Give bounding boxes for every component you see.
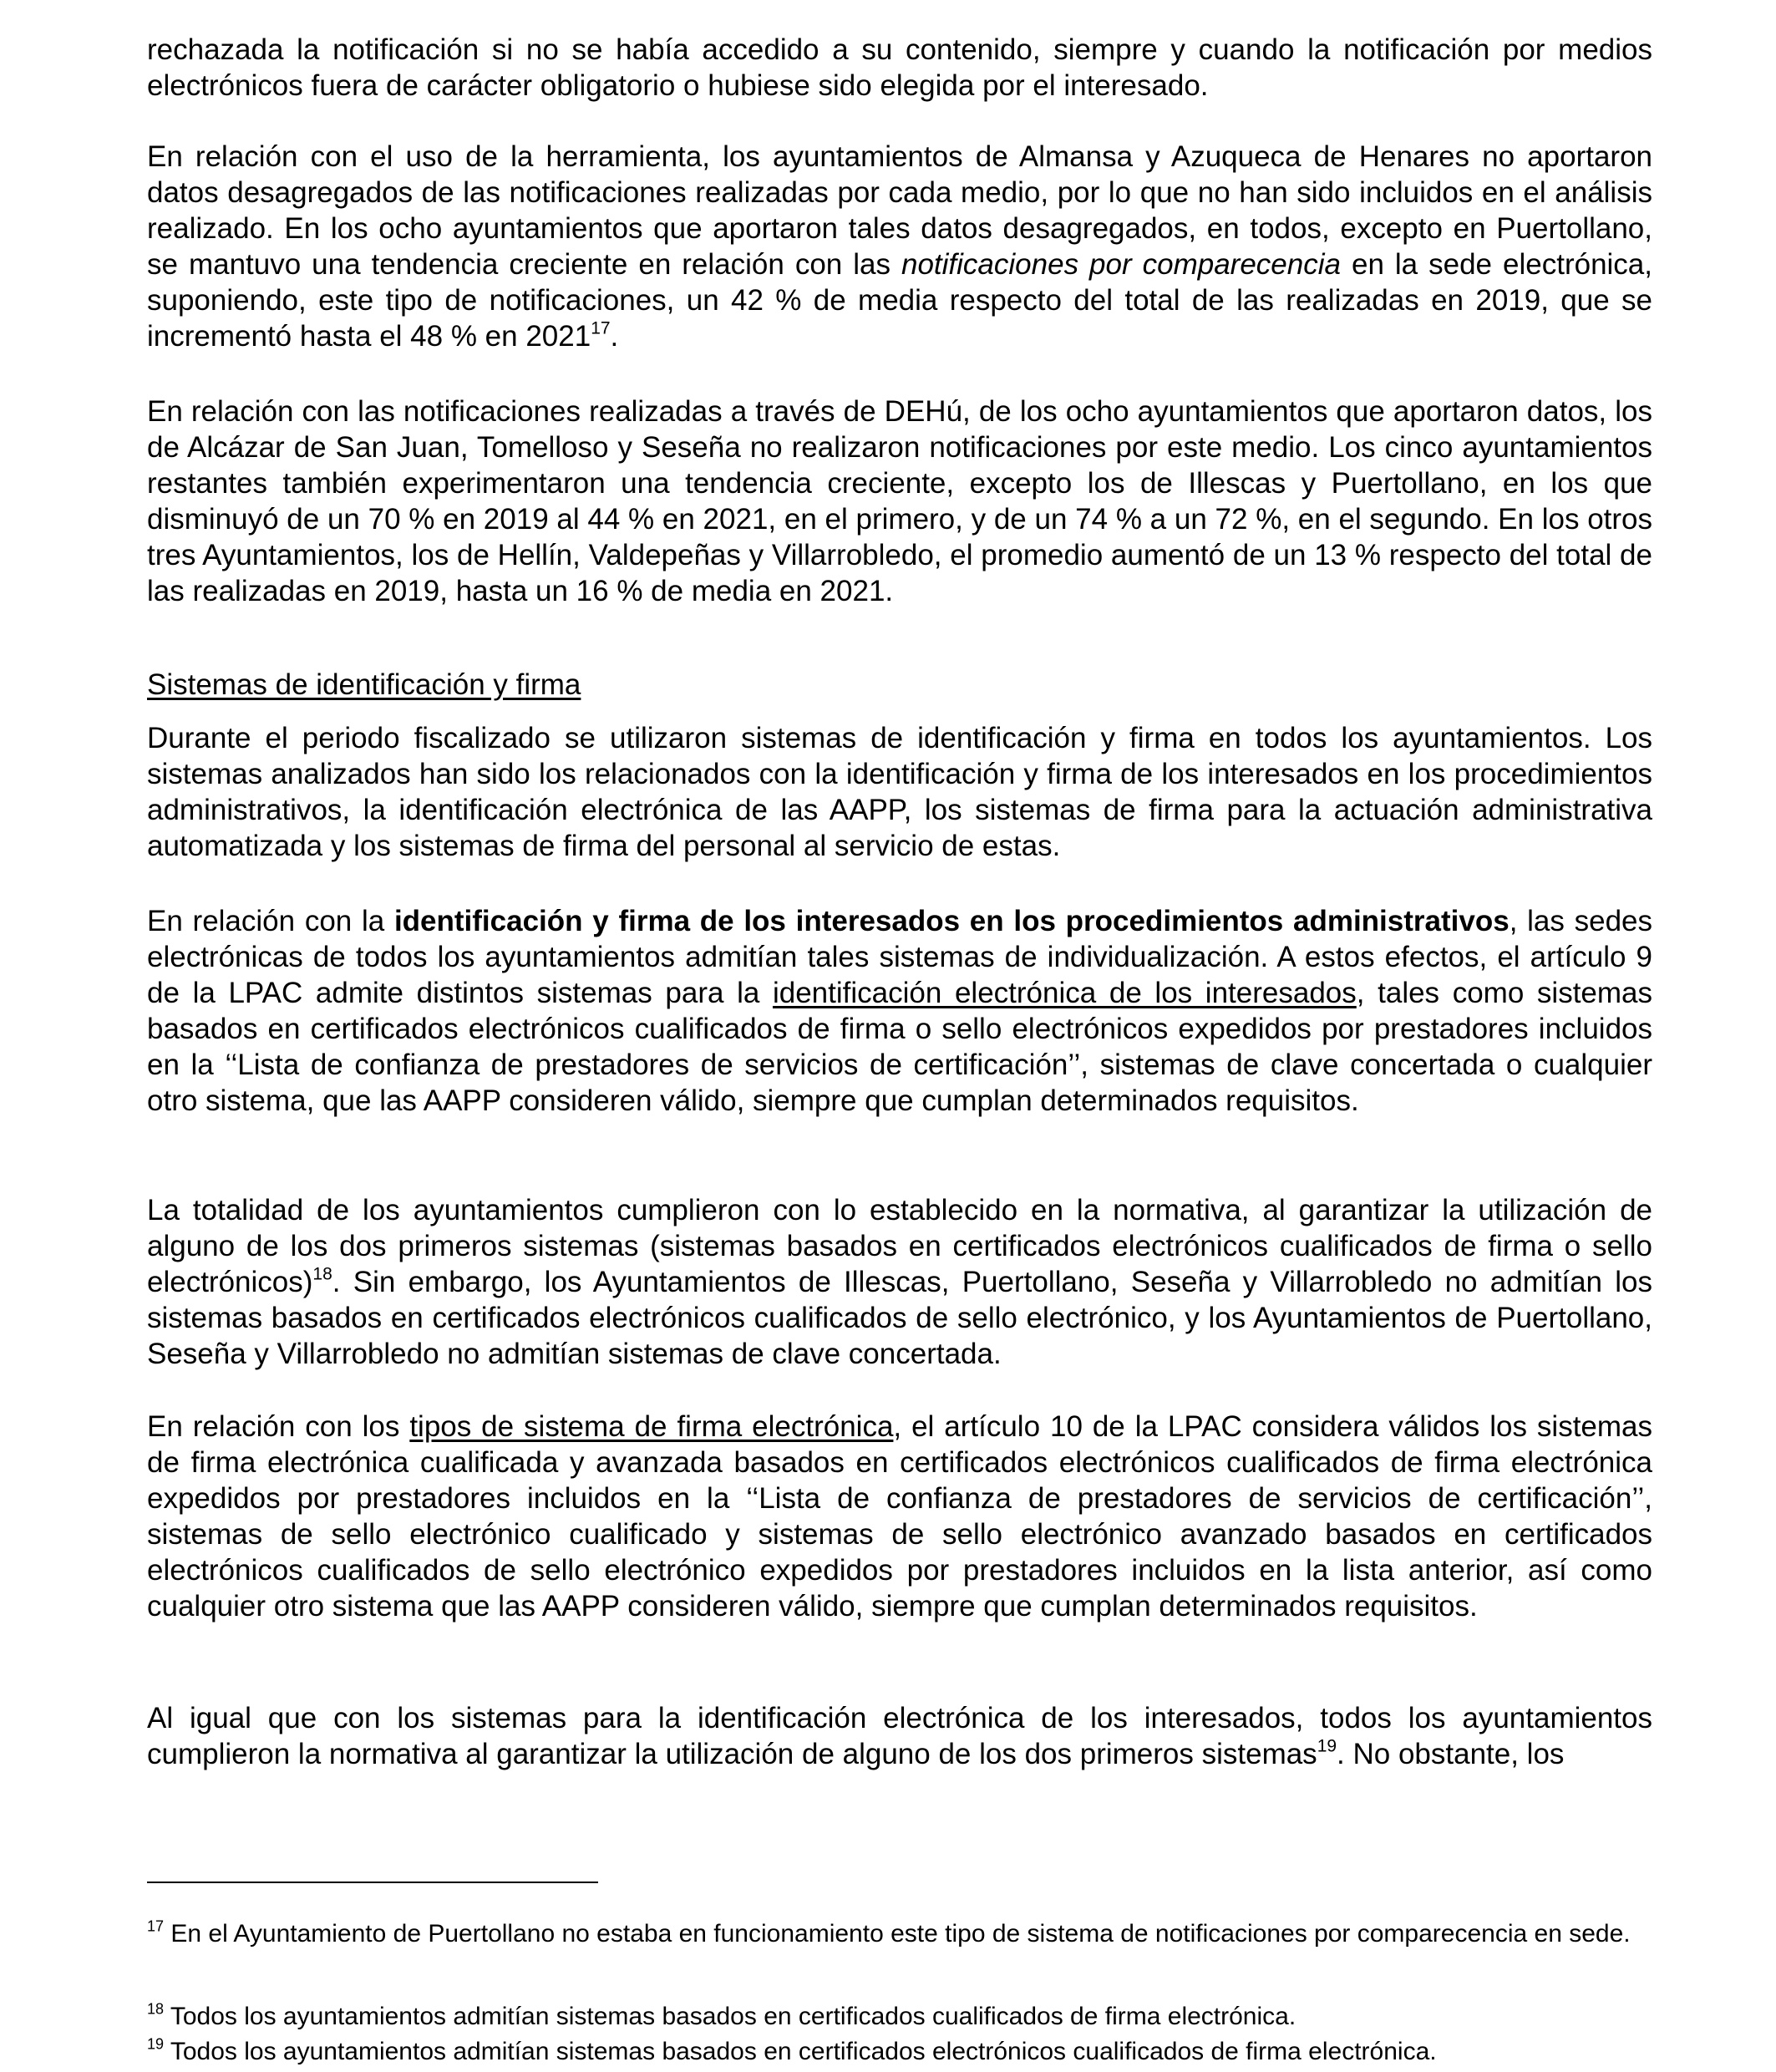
underlined-term: tipos de sistema de firma electrónica (409, 1410, 894, 1443)
footnote-ref-19[interactable]: 19 (1317, 1736, 1337, 1756)
footnote-ref-18[interactable]: 18 (312, 1264, 332, 1284)
paragraph-text: , tales como sistemas basados en certificados electrónicos cualificados de firma o sello electrónicos expedidos por prestadores incluidos en la ‘‘Lista de confianza de prestadores de servicios de certificación’’, sistemas de clave concertada o cualquier otro sistema, que las AAPP consideren válido, siempre que cumplan determinados requisitos. (147, 977, 1653, 1117)
paragraph-text: , las sedes electrónicas de todos los ayuntamientos admitían tales sistemas de individualización. A estos efectos, el artículo 9 de la LPAC admite distintos sistemas para la (147, 905, 1652, 1009)
section-heading-text: Sistemas de identificación y firma (147, 668, 581, 701)
paragraph-text: En relación con el uso de la herramienta, los ayuntamientos de Almansa y Azuqueca de Henares no aportaron datos desagregados de las notificaciones realizadas por cada medio, por lo que no han sido incluidos en el análisis realizado. En los ocho ayuntamientos que aportaron tales datos desagregados, en todos, excepto en Puertollano, se mantuvo una tendencia creciente en relación con las (147, 140, 1652, 281)
paragraph-text: rechazada la notificación si no se había accedido a su contenido, siempre y cuando la notificación por medios electrónicos fuera de carácter obligatorio o hubiese sido elegida por el interesado. (147, 33, 1652, 102)
paragraph-text: Al igual que con los sistemas para la identificación electrónica de los interesados, todos los ayuntamientos cumplieron la normativa al garantizar la utilización de alguno de los dos primeros sistemas (147, 1702, 1652, 1770)
paragraph-periodo (147, 720, 1652, 864)
bold-term: identificación y firma de los interesados en los procedimientos administrativos (393, 905, 1510, 937)
paragraph-text: Durante el periodo fiscalizado se utilizaron sistemas de identificación y firma en todos los ayuntamientos. Los sistemas analizados han sido los relacionados con la identificación y firma de los interesados en los procedimientos administrativos, la identificación electrónica de las AAPP, los sistemas de firma para la actuación administrativa automatizada y los sistemas de firma del personal al servicio de estas. (147, 722, 1652, 862)
underlined-term: identificación electrónica de los interesados (772, 977, 1357, 1009)
paragraph-text: La totalidad de los ayuntamientos cumplieron con lo establecido en la normativa, al garantizar la utilización de alguno de los dos primeros sistemas (sistemas basados en certificados electrónicos cualificados de firma o sello electrónicos) (147, 1194, 1652, 1298)
paragraph-text: . Sin embargo, los Ayuntamientos de Illescas, Puertollano, Seseña y Villarrobledo no admitían los sistemas basados en certificados electrónicos cualificados de sello electrónico, y los Ayuntamientos de Puertollano, Seseña y Villarrobledo no admitían sistemas de clave concertada. (147, 1266, 1652, 1370)
paragraph-text: . No obstante, los (1337, 1738, 1565, 1770)
paragraph-text: En relación con las notificaciones realizadas a través de DEHú, de los ocho ayuntamientos que aportaron datos, los de Alcázar de San Juan, Tomelloso y Seseña no realizaron notificaciones por este medio. Los cinco ayuntamientos restantes también experimentaron una tendencia creciente, excepto los de Illescas y Puertollano, en los que disminuyó de un 70 % en 2019 al 44 % en 2021, en el primero, y de un 74 % a un 72 %, en el segundo. En los otros tres Ayuntamientos, los de Hellín, Valdepeñas y Villarrobledo, el promedio aumentó de un 13 % respecto del total de las realizadas en 2019, hasta un 16 % de media en 2021. (147, 395, 1652, 607)
footnote-separator (147, 1882, 598, 1883)
paragraph-rechazo (147, 32, 1652, 104)
footnote-text: Todos los ayuntamientos admitían sistemas basados en certificados electrónicos cualificados de firma electrónica. (164, 2038, 1437, 2065)
footnote-text: Todos los ayuntamientos admitían sistemas basados en certificados cualificados de firma electrónica. (164, 2003, 1296, 2030)
paragraph-text: . (610, 320, 619, 353)
paragraph-text: , el artículo 10 de la LPAC considera válidos los sistemas de firma electrónica cualificada y avanzada basados en certificados electrónicos cualificados de firma electrónica expedidos por prestadores incluidos en la ‘‘Lista de confianza de prestadores de servicios de certificación’’, sistemas de sello electrónico cualificado y sistemas de sello electrónico avanzado basados en certificados electrónicos cualificados de sello electrónico expedidos por prestadores incluidos en la lista anterior, así como cualquier otro sistema que las AAPP consideren válido, siempre que cumplan determinados requisitos. (147, 1410, 1653, 1623)
paragraph-tipos-firma (147, 1409, 1652, 1624)
footnote-number: 19 (147, 2035, 165, 2053)
footnote-text: En el Ayuntamiento de Puertollano no estaba en funcionamiento este tipo de sistema de notificaciones por comparecencia en sede. (164, 1920, 1631, 1948)
paragraph-text: En relación con los (147, 1410, 410, 1443)
paragraph-al-igual (147, 1700, 1652, 1772)
footnote-number: 18 (147, 2000, 165, 2018)
footnote-19 (147, 2035, 1652, 2069)
footnote-number: 17 (147, 1917, 165, 1935)
italic-term: notificaciones por comparecencia (901, 248, 1341, 281)
paragraph-totalidad (147, 1192, 1652, 1372)
footnote-18 (147, 2000, 1652, 2034)
footnote-ref-17[interactable]: 17 (591, 318, 611, 338)
footnote-17 (147, 1917, 1652, 1951)
paragraph-text: en la sede electrónica, suponiendo, este tipo de notificaciones, un 42 % de media respecto del total de las realizadas en 2019, que se incrementó hasta el 48 % en 2021 (147, 248, 1652, 353)
paragraph-uso-herramienta (147, 139, 1652, 354)
paragraph-dehu (147, 394, 1652, 609)
paragraph-text: En relación con la (147, 905, 394, 937)
section-heading (147, 667, 1652, 703)
paragraph-identificacion (147, 903, 1652, 1119)
